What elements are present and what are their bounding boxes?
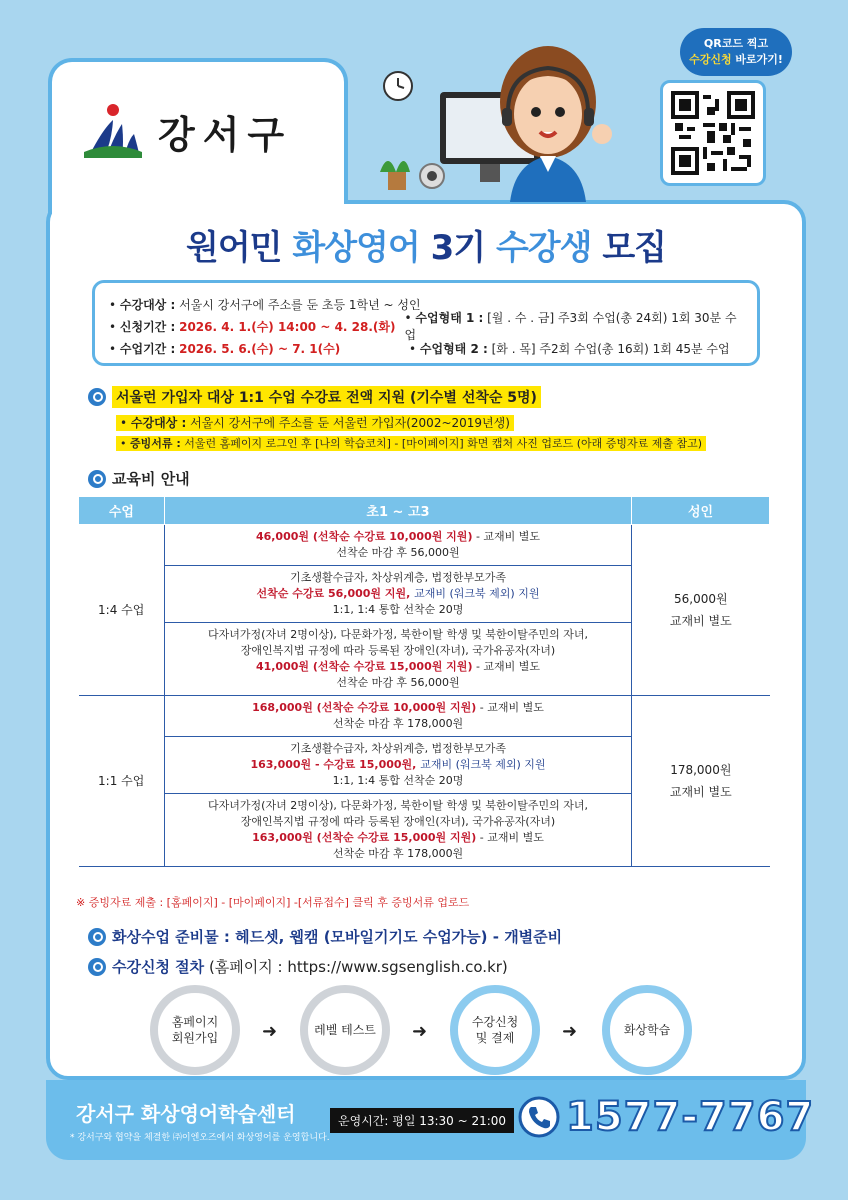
- operator-illustration: [370, 22, 660, 202]
- group1-adult: 56,000원 교재비 별도: [632, 525, 770, 696]
- group1-label: 1:4 수업: [79, 525, 165, 696]
- seoul-learn-heading: 서울런 가입자 대상 1:1 수업 수강료 전액 지원 (기수별 선착순 5명): [88, 386, 541, 408]
- qr-code[interactable]: [660, 80, 766, 186]
- search-icon: [88, 470, 106, 488]
- qr-code-icon: [671, 91, 755, 175]
- qr-callout-highlight: 수강신청: [689, 53, 732, 66]
- phone-icon: [518, 1096, 560, 1138]
- homepage-link[interactable]: (홈페이지 : https://www.sgsenglish.co.kr): [204, 958, 508, 976]
- info-type2: • 수업형태 2 : [화 . 목] 주2회 수업(총 16회) 1회 45분 수업: [409, 341, 730, 356]
- group1-row2: 기초생활수급자, 차상위계층, 법정한부모가족 선착순 수강료 56,000원 지원, 교재비 (워크북 제외) 지원 1:1, 1:4 통합 선착순 20명: [164, 566, 631, 623]
- group2-row3: 다자녀가정(자녀 2명이상), 다문화가정, 북한이탈 학생 및 북한이탈주민의 자녀, 장애인복지법 규정에 따라 등록된 장애인(자녀), 국가유공자(자녀) 163,000원 (선착순 수강료 15,000원 지원) - 교재비 별도 선착순 마감 후 178,000원: [164, 794, 631, 867]
- group1-row1: 46,000원 (선착순 수강료 10,000원 지원) - 교재비 별도 선착순 마감 후 56,000원: [164, 525, 631, 566]
- operating-hours: 운영시간: 평일 13:30 ~ 21:00: [330, 1108, 514, 1133]
- gangseo-emblem-icon: [82, 100, 144, 162]
- arrow-right-icon: ➜: [412, 1021, 428, 1042]
- qr-callout-line1: QR코드 찍고: [703, 37, 769, 50]
- info-target-row: • 수강대상 : 서울시 강서구에 주소를 둔 초등 1학년 ~ 성인: [109, 297, 421, 312]
- step-signup: 홈페이지 회원가입: [150, 985, 240, 1075]
- table-header-row: [79, 497, 770, 525]
- group2-row2: 기초생활수급자, 차상위계층, 법정한부모가족 163,000원 - 수강료 15,000원, 교재비 (워크북 제외) 지원 1:1, 1:4 통합 선착순 20명: [164, 737, 631, 794]
- step-enroll-payment: 수강신청 및 결제: [450, 985, 540, 1075]
- search-icon: [88, 958, 106, 976]
- col-header-student: 초1 ~ 고3: [164, 497, 631, 525]
- info-class-period: • 수업기간 : 2026. 5. 6.(수) ~ 7. 1(수): [109, 341, 341, 356]
- course-info-box: [92, 280, 760, 366]
- seoul-learn-bullets: [116, 414, 706, 455]
- seoul-docs-item: • 증빙서류 : 서울런 홈페이지 로그인 후 [나의 학습코치] - [마이페이지] 화면 캡처 사진 업로드 (아래 증빙자료 제출 참고): [116, 435, 706, 451]
- gangseo-logo: [82, 100, 292, 162]
- fee-table: [78, 496, 770, 867]
- table-row: [79, 696, 770, 737]
- phone-number[interactable]: 1577-7767: [518, 1094, 814, 1140]
- search-icon: [88, 928, 106, 946]
- procedure-steps: [150, 985, 710, 1075]
- step-level-test: 레벨 테스트: [300, 985, 390, 1075]
- info-target-value: 서울시 강서구에 주소를 둔 초등 1학년 ~ 성인: [179, 297, 421, 312]
- step-video-learning: 화상학습: [602, 985, 692, 1075]
- group2-row1: 168,000원 (선착순 수강료 10,000원 지원) - 교재비 별도 선착순 마감 후 178,000원: [164, 696, 631, 737]
- footer-subtext: * 강서구와 협약을 체결한 ㈜이엔오즈에서 화상영어를 운영합니다.: [70, 1133, 330, 1143]
- fee-heading: 교육비 안내: [88, 468, 190, 489]
- col-header-adult: 성인: [632, 497, 770, 525]
- search-icon: [88, 388, 106, 406]
- info-apply-period: • 신청기간 : 2026. 4. 1.(수) 14:00 ~ 4. 28.(화): [109, 319, 396, 334]
- seoul-target-item: • 수강대상 : 서울시 강서구에 주소를 둔 서울런 가입자(2002~2019년생): [116, 414, 706, 431]
- qr-callout-rest: 바로가기!: [731, 53, 783, 66]
- arrow-right-icon: ➜: [562, 1021, 578, 1042]
- procedure-heading: 수강신청 절차 (홈페이지 : https://www.sgsenglish.co.kr): [88, 956, 508, 977]
- table-row: [79, 525, 770, 566]
- logo-text: 강서구: [158, 111, 293, 157]
- info-type1: • 수업형태 1 : [월 . 수 . 금] 주3회 수업(총 24회) 1회 30분 수업: [404, 311, 737, 342]
- group2-adult: 178,000원 교재비 별도: [632, 696, 770, 867]
- evidence-note: ※ 증빙자료 제출 : [홈페이지] - [마이페이지] -[서류접수] 클릭 후 증빙서류 업로드: [76, 896, 470, 909]
- group1-row3: 다자녀가정(자녀 2명이상), 다문화가정, 북한이탈 학생 및 북한이탈주민의 자녀, 장애인복지법 규정에 따라 등록된 장애인(자녀), 국가유공자(자녀) 41,000원 (선착순 수강료 15,000원 지원) - 교재비 별도 선착순 마감 후 56,000원: [164, 623, 631, 696]
- page-title: 원어민 화상영어 3기 수강생 모집: [185, 228, 667, 268]
- group2-label: 1:1 수업: [79, 696, 165, 867]
- qr-callout: [680, 28, 792, 76]
- footer-title: 강서구 화상영어학습센터: [76, 1102, 296, 1126]
- col-header-class: 수업: [79, 497, 165, 525]
- prep-heading: 화상수업 준비물 : 헤드셋, 웹캠 (모바일기기도 수업가능) - 개별준비: [88, 926, 562, 947]
- arrow-right-icon: ➜: [262, 1021, 278, 1042]
